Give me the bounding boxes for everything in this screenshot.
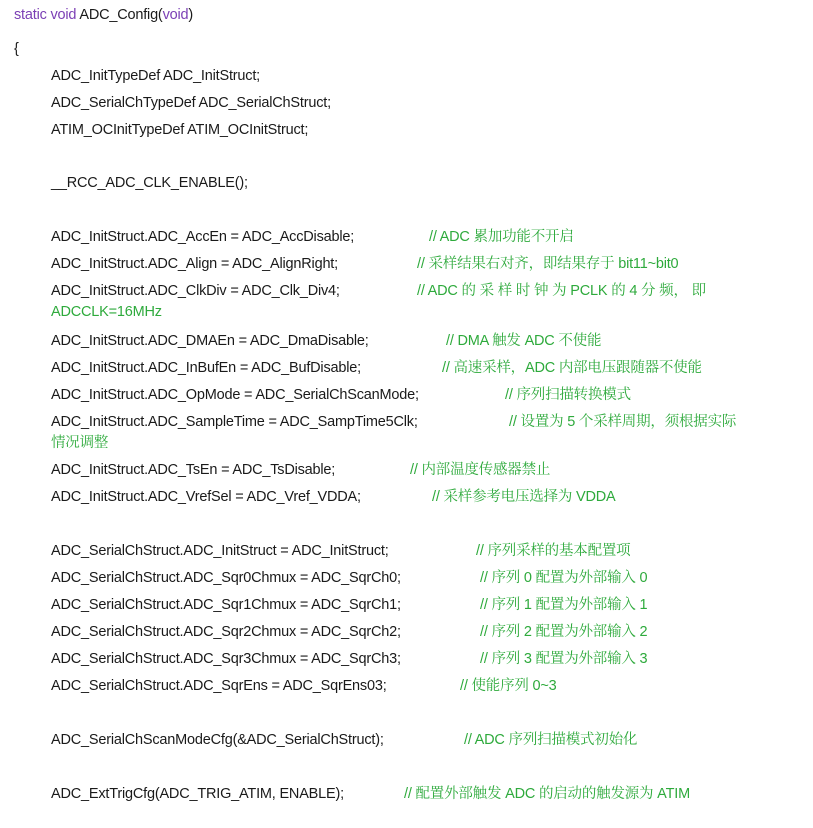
keyword-void: void: [50, 7, 77, 23]
comment-acc: // ADC 累加功能不开启: [429, 229, 574, 245]
comment-clk-wrap: ADCCLK=16MHz: [51, 304, 162, 320]
keyword-void-param: void: [162, 7, 189, 23]
code-ts: ADC_InitStruct.ADC_TsEn = ADC_TsDisable;: [51, 462, 336, 478]
code-vref: ADC_InitStruct.ADC_VrefSel = ADC_Vref_VDDA;: [51, 489, 361, 505]
code-line-opmode: [51, 384, 419, 406]
code-sqrens: ADC_SerialChStruct.ADC_SqrEns = ADC_SqrEns03;: [51, 678, 387, 694]
code-line-ts: [51, 459, 335, 481]
code-line-align: [51, 253, 338, 275]
code-line-decl3: ATIM_OCInitTypeDef ATIM_OCInitStruct;: [51, 122, 309, 138]
code-sqr0: ADC_SerialChStruct.ADC_Sqr0Chmux = ADC_SqrCh0;: [51, 570, 401, 586]
code-line-decl2: ADC_SerialChTypeDef ADC_SerialChStruct;: [51, 95, 331, 111]
code-line-decl1: ADC_InitTypeDef ADC_InitStruct;: [51, 68, 260, 84]
code-exttrig: ADC_ExtTrigCfg(ADC_TRIG_ATIM, ENABLE);: [51, 786, 344, 802]
function-signature: [14, 4, 193, 26]
code-sqr3: ADC_SerialChStruct.ADC_Sqr3Chmux = ADC_SqrCh3;: [51, 651, 401, 667]
code-sqr2: ADC_SerialChStruct.ADC_Sqr2Chmux = ADC_SqrCh2;: [51, 624, 401, 640]
code-line-sqr0: [51, 567, 401, 589]
code-align: ADC_InitStruct.ADC_Align = ADC_AlignRight;: [51, 256, 338, 272]
code-line-sample: [51, 411, 418, 433]
code-line-serial-init: [51, 540, 389, 562]
comment-sqr2: // 序列 2 配置为外部输入 2: [480, 624, 648, 640]
comment-clk: // ADC 的 采 样 时 钟 为 PCLK 的 4 分 频， 即: [417, 283, 706, 299]
comment-serial-init: // 序列采样的基本配置项: [476, 543, 631, 559]
comment-inbuf: // 高速采样，ADC 内部电压跟随器不使能: [442, 360, 702, 376]
code-clk: ADC_InitStruct.ADC_ClkDiv = ADC_Clk_Div4;: [51, 283, 340, 299]
comment-scancfg: // ADC 序列扫描模式初始化: [464, 732, 638, 748]
comment-sqr0: // 序列 0 配置为外部输入 0: [480, 570, 648, 586]
code-dma: ADC_InitStruct.ADC_DMAEn = ADC_DmaDisable;: [51, 333, 369, 349]
code-line-vref: [51, 486, 361, 508]
code-line-clk: [51, 280, 340, 302]
code-serial-init: ADC_SerialChStruct.ADC_InitStruct = ADC_InitStruct;: [51, 543, 389, 559]
comment-align: // 采样结果右对齐，即结果存于 bit11~bit0: [417, 256, 679, 272]
code-line-dma: [51, 330, 369, 352]
code-acc: ADC_InitStruct.ADC_AccEn = ADC_AccDisable;: [51, 229, 355, 245]
comment-exttrig: // 配置外部触发 ADC 的启动的触发源为 ATIM: [404, 786, 690, 802]
code-opmode: ADC_InitStruct.ADC_OpMode = ADC_SerialChScanMode;: [51, 387, 419, 403]
code-line-sqr3: [51, 648, 401, 670]
comment-opmode: // 序列扫描转换模式: [505, 387, 631, 403]
code-line-rcc: __RCC_ADC_CLK_ENABLE();: [51, 175, 248, 191]
code-sample: ADC_InitStruct.ADC_SampleTime = ADC_SampTime5Clk;: [51, 414, 418, 430]
code-line-exttrig: [51, 783, 344, 805]
comment-dma: // DMA 触发 ADC 不使能: [446, 333, 602, 349]
code-scancfg: ADC_SerialChScanModeCfg(&ADC_SerialChStruct);: [51, 732, 384, 748]
code-line-sqr2: [51, 621, 401, 643]
code-line-scancfg: [51, 729, 384, 751]
comment-sample-wrap: 情况调整: [51, 435, 109, 451]
code-line-sqrens: [51, 675, 387, 697]
code-line-inbuf: [51, 357, 361, 379]
keyword-static: static: [14, 7, 47, 23]
comment-sample: // 设置为 5 个采样周期，须根据实际: [509, 414, 737, 430]
code-line-acc: [51, 226, 354, 248]
comment-sqrens: // 使能序列 0~3: [460, 678, 557, 694]
open-brace: {: [14, 41, 19, 57]
comment-sqr1: // 序列 1 配置为外部输入 1: [480, 597, 648, 613]
code-line-sqr1: [51, 594, 401, 616]
function-name: ADC_Config(: [79, 7, 163, 23]
comment-ts: // 内部温度传感器禁止: [410, 462, 551, 478]
comment-vref: // 采样参考电压选择为 VDDA: [432, 489, 616, 505]
close-paren: ): [188, 7, 194, 23]
code-inbuf: ADC_InitStruct.ADC_InBufEn = ADC_BufDisable;: [51, 360, 361, 376]
code-sqr1: ADC_SerialChStruct.ADC_Sqr1Chmux = ADC_SqrCh1;: [51, 597, 401, 613]
comment-sqr3: // 序列 3 配置为外部输入 3: [480, 651, 648, 667]
